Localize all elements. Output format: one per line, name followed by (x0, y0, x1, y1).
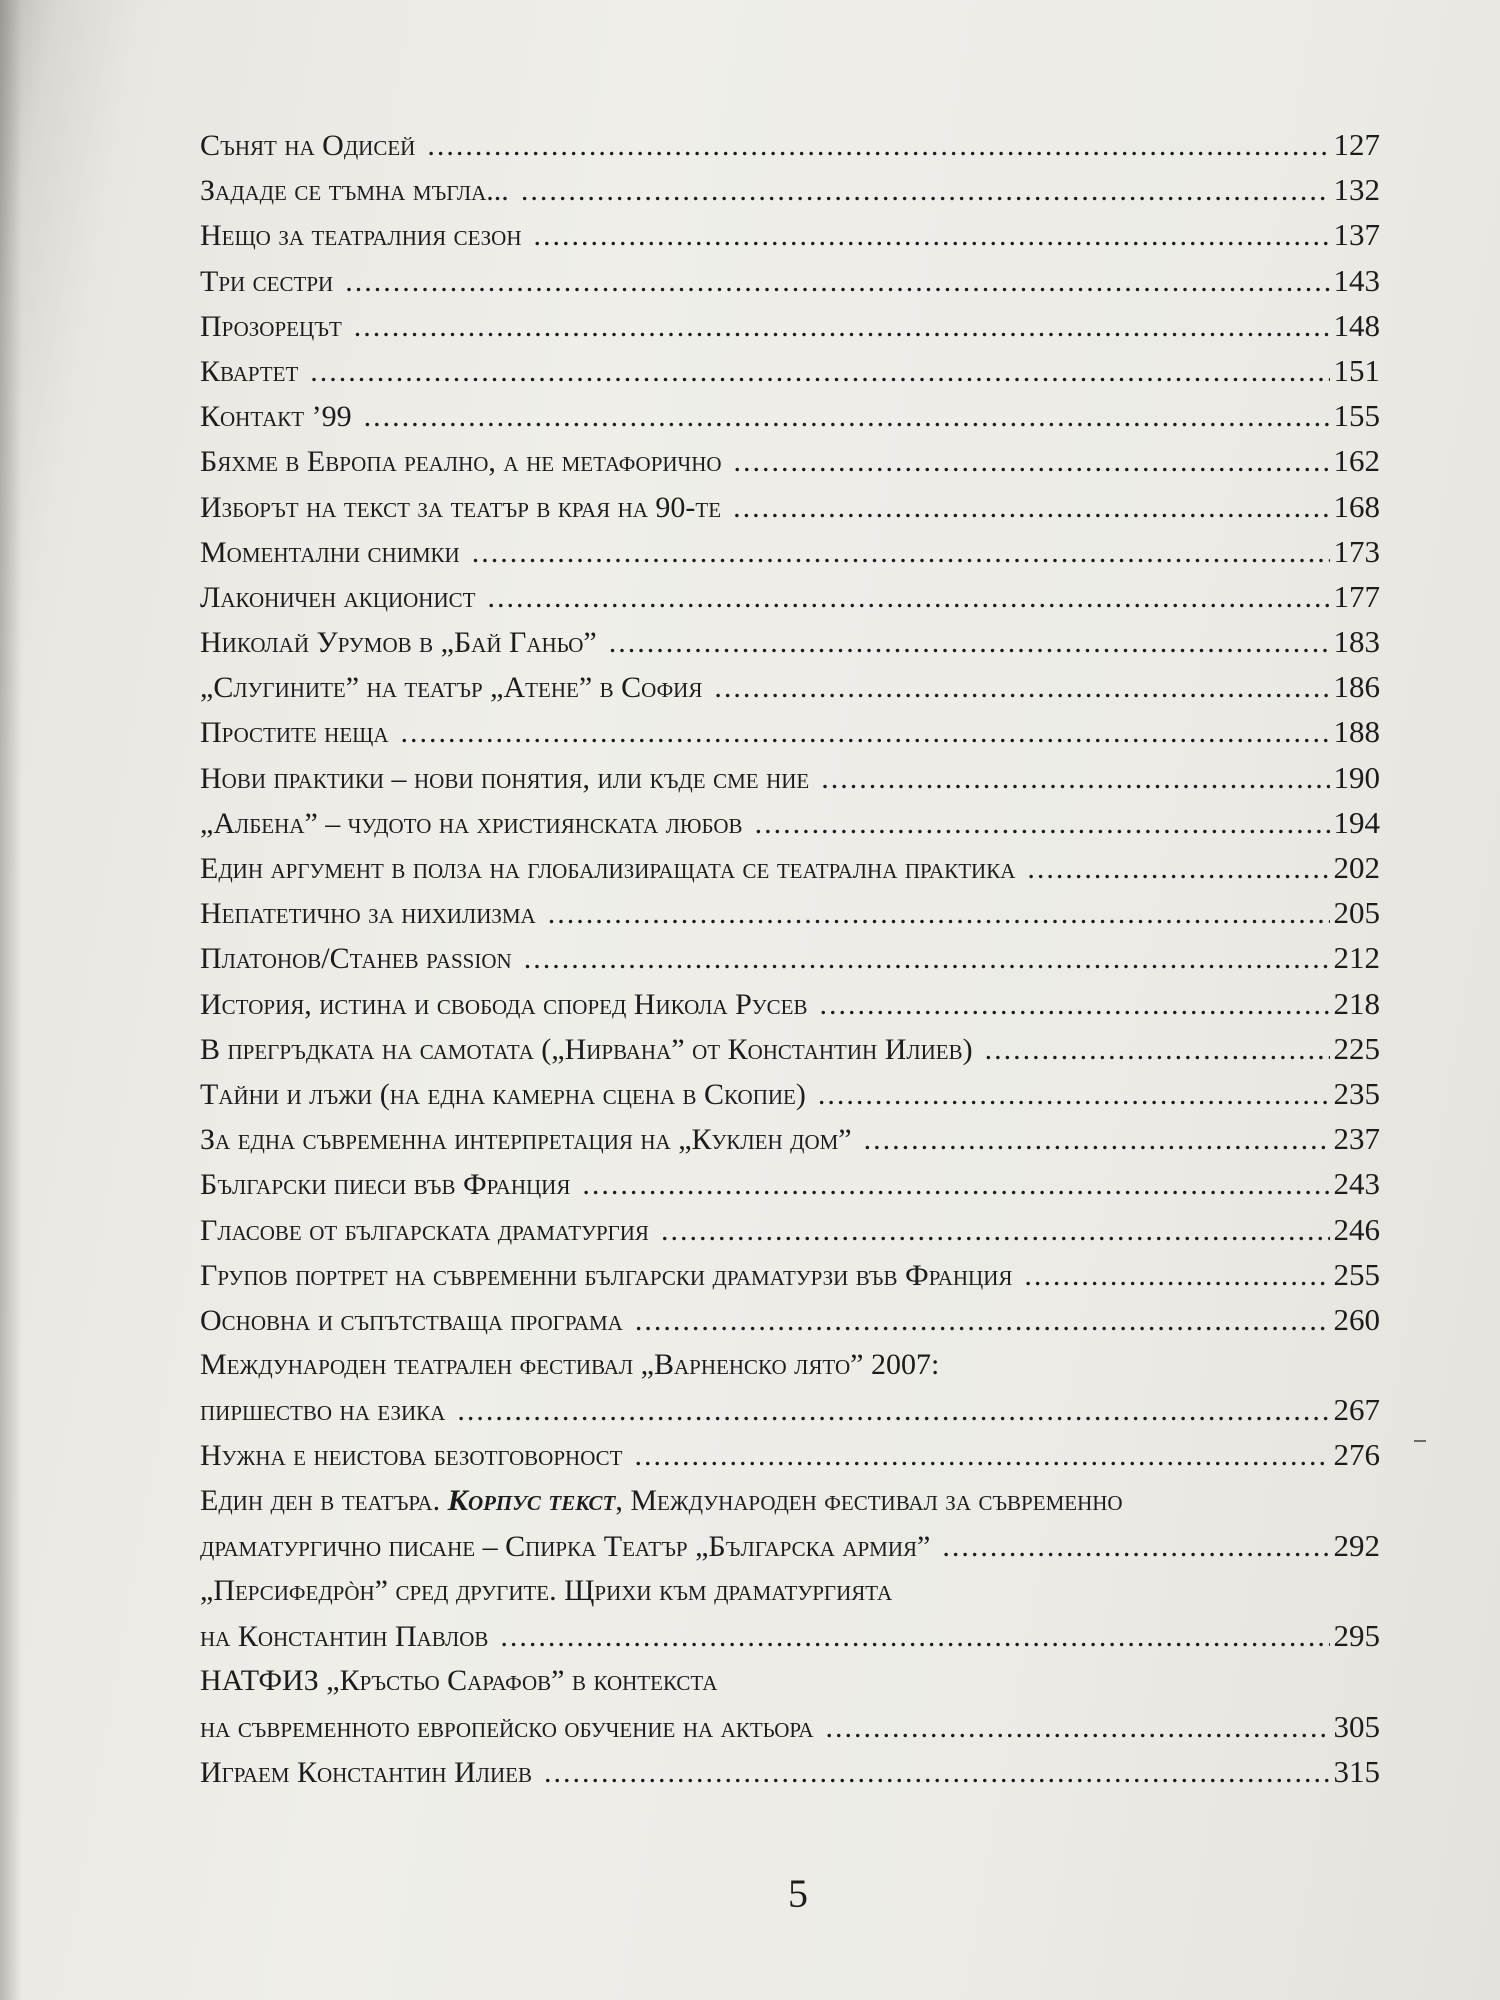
toc-entry-page: 127 (1333, 127, 1380, 162)
toc-entry-page: 143 (1333, 262, 1380, 298)
toc-dot-leader (534, 213, 1330, 258)
toc-entry-page: 305 (1333, 1708, 1380, 1744)
toc-dot-leader (755, 801, 1330, 846)
toc-entry-title: на съвременното европейско обучение на актьора (200, 1710, 814, 1744)
toc-entry-title-line1: , Международен фестивал за съвременно (615, 1483, 1123, 1517)
toc-row (200, 122, 1380, 167)
toc-dot-leader (544, 1750, 1330, 1795)
toc-dot-leader (942, 1524, 1329, 1569)
toc-entry-title: Основна и съпътстваща програма (200, 1303, 623, 1337)
toc-row (200, 800, 1380, 845)
toc-entry-title-line1: Международен театрален фестивал „Варненско лято” 2007: (200, 1348, 940, 1382)
toc-entry-page: 205 (1333, 895, 1380, 931)
toc-row-first-line (200, 1658, 1380, 1703)
toc-entry (200, 393, 1380, 438)
toc-entry (200, 890, 1380, 935)
toc-entry-page: 202 (1333, 850, 1380, 885)
toc-dot-leader (821, 756, 1329, 801)
toc-entry-title: Тайни и лъжи (на една камерна сцена в Скопие) (200, 1077, 806, 1111)
toc-entry (200, 1161, 1380, 1206)
toc-dot-leader (548, 891, 1330, 936)
toc-row (200, 1207, 1380, 1252)
toc-entry (200, 619, 1380, 664)
toc-entry (200, 1252, 1380, 1297)
toc-entry-page: 315 (1333, 1753, 1380, 1789)
toc-dot-leader (714, 665, 1329, 710)
toc-row (200, 1432, 1380, 1477)
toc-dot-leader (487, 575, 1329, 620)
toc-entry-title: Изборът на текст за театър в края на 90-те (200, 490, 722, 524)
toc-entry-title: Платонов/Станев passion (200, 942, 512, 976)
toc-entry (200, 258, 1380, 303)
toc-entry (200, 574, 1380, 619)
toc-dot-leader (500, 1614, 1329, 1659)
table-of-contents (200, 122, 1380, 1794)
toc-dot-leader (864, 1117, 1330, 1162)
page-number: 5 (788, 1871, 808, 1916)
toc-dot-leader (427, 123, 1329, 168)
toc-row (200, 348, 1380, 393)
toc-entry-page: 225 (1333, 1030, 1380, 1066)
toc-row-first-line (200, 1568, 1380, 1613)
toc-entry (200, 1478, 1380, 1568)
margin-mark (1414, 1440, 1426, 1442)
toc-entry-title: Български пиеси във Франция (200, 1168, 571, 1202)
toc-entry-title: пиршество на езика (200, 1394, 446, 1428)
toc-entry (200, 484, 1380, 529)
toc-dot-leader (661, 1208, 1330, 1253)
toc-entry-title: Простите неща (200, 716, 389, 750)
toc-entry-page: 237 (1333, 1121, 1380, 1157)
toc-row (200, 981, 1380, 1026)
toc-entry-title: Нещо за театралния сезон (200, 219, 522, 253)
toc-entry (200, 1749, 1380, 1794)
toc-entry-title: Зададе се тъмна мъгла... (200, 174, 509, 208)
toc-entry-title: История, истина и свобода според Никола Русев (200, 987, 808, 1021)
toc-entry-title: Квартет (200, 354, 299, 388)
page-gutter-shadow (0, 0, 22, 2000)
toc-row (200, 1026, 1380, 1071)
toc-dot-leader (457, 1388, 1329, 1433)
toc-entry-page: 188 (1333, 714, 1380, 750)
toc-entry (200, 800, 1380, 845)
toc-row (200, 303, 1380, 348)
toc-entry-page: 260 (1333, 1301, 1380, 1337)
toc-row (200, 212, 1380, 257)
toc-entry-title-line1: НАТФИЗ „Кръстьо Сарафов” в контекста (200, 1664, 718, 1698)
toc-dot-leader (734, 439, 1330, 484)
toc-row (200, 438, 1380, 483)
toc-entry (200, 1297, 1380, 1342)
toc-row (200, 167, 1380, 212)
toc-dot-leader (524, 936, 1330, 981)
toc-entry-page: 137 (1333, 217, 1380, 253)
toc-dot-leader (310, 349, 1329, 394)
toc-entry-title-line1: Един ден в театъра. (200, 1483, 448, 1517)
toc-row (200, 890, 1380, 935)
toc-row (200, 619, 1380, 664)
toc-entry-title: „Слугините” на театър „Атене” в София (200, 671, 703, 705)
toc-entry-title: Един аргумент в полза на глобализиращата се театрална практика (200, 852, 1016, 885)
toc-entry-italic-title: Корпус текст (447, 1483, 616, 1517)
toc-entry (200, 1432, 1380, 1477)
toc-dot-leader (634, 1433, 1329, 1478)
toc-dot-leader (345, 259, 1329, 304)
toc-entry-page: 183 (1333, 624, 1380, 660)
toc-entry-title: Непатетично за нихилизма (200, 897, 536, 931)
toc-entry (200, 935, 1380, 980)
toc-entry-title: Групов портрет на съвременни български драматурзи във Франция (200, 1258, 1013, 1292)
toc-entry-page: 190 (1333, 759, 1380, 795)
toc-entry-page: 218 (1333, 985, 1380, 1021)
toc-dot-leader (401, 710, 1330, 755)
toc-entry-page: 292 (1333, 1527, 1380, 1563)
toc-dot-leader (826, 1705, 1330, 1750)
toc-entry (200, 709, 1380, 754)
toc-row-first-line (200, 1342, 1380, 1387)
toc-dot-leader (582, 1162, 1329, 1207)
toc-entry-title: драматургично писане – Спирка Театър „Българска армия” (200, 1529, 931, 1563)
toc-entry-title: Лаконичен акционист (200, 580, 476, 614)
toc-dot-leader (354, 304, 1330, 349)
toc-entry-title: Контакт ’99 (200, 400, 352, 434)
toc-entry-title: Моментални снимки (200, 535, 460, 569)
toc-entry-page: 276 (1333, 1437, 1380, 1473)
toc-dot-leader (733, 485, 1329, 530)
toc-row (200, 529, 1380, 574)
toc-entry-page: 255 (1333, 1256, 1380, 1292)
toc-dot-leader (985, 1027, 1330, 1072)
toc-entry-title-line1: „Персифедрòн” сред другите. Щрихи към драматургията (200, 1574, 893, 1608)
toc-dot-leader (364, 394, 1330, 439)
toc-row (200, 1704, 1380, 1749)
toc-row (200, 484, 1380, 529)
toc-entry-page: 243 (1333, 1166, 1380, 1202)
toc-row (200, 1252, 1380, 1297)
toc-row (200, 1071, 1380, 1116)
toc-entry (200, 438, 1380, 483)
toc-entry-page: 212 (1333, 940, 1380, 976)
toc-entry-title: Гласове от българската драматургия (200, 1213, 649, 1247)
toc-row (200, 1297, 1380, 1342)
toc-entry-page: 162 (1333, 443, 1380, 479)
toc-entry-title: Три сестри (200, 264, 334, 298)
toc-entry (200, 348, 1380, 393)
toc-entry-page: 168 (1333, 488, 1380, 524)
toc-entry (200, 1342, 1380, 1432)
toc-row (200, 664, 1380, 709)
toc-dot-leader (1027, 846, 1329, 891)
toc-entry (200, 529, 1380, 574)
toc-entry-page: 246 (1333, 1211, 1380, 1247)
toc-entry-page: 148 (1333, 307, 1380, 343)
toc-entry (200, 845, 1380, 890)
toc-entry-page: 173 (1333, 533, 1380, 569)
toc-row (200, 1387, 1380, 1432)
toc-dot-leader (820, 982, 1330, 1027)
toc-row (200, 1523, 1380, 1568)
toc-row (200, 935, 1380, 980)
toc-entry (200, 122, 1380, 167)
toc-entry-page: 155 (1333, 398, 1380, 434)
toc-entry-title: Нужна е неистова безотговорност (200, 1439, 623, 1473)
toc-entry-title: За една съвременна интерпретация на „Куклен дом” (200, 1123, 852, 1157)
toc-dot-leader (635, 1298, 1330, 1343)
toc-entry (200, 1207, 1380, 1252)
toc-row (200, 1116, 1380, 1161)
toc-entry-page: 194 (1333, 804, 1380, 840)
toc-entry-page: 267 (1333, 1392, 1380, 1428)
toc-row (200, 393, 1380, 438)
toc-entry-page: 186 (1333, 669, 1380, 705)
toc-entry (200, 1116, 1380, 1161)
toc-entry-title: на Константин Павлов (200, 1620, 489, 1654)
toc-dot-leader (521, 168, 1330, 213)
toc-dot-leader (818, 1072, 1330, 1117)
toc-entry-page: 151 (1333, 352, 1380, 388)
toc-entry (200, 1568, 1380, 1658)
toc-row (200, 755, 1380, 800)
toc-row-first-line (200, 1478, 1380, 1523)
toc-entry-title: Нови практики – нови понятия, или къде сме ние (200, 761, 810, 795)
toc-entry-page: 132 (1333, 172, 1380, 208)
toc-entry (200, 1026, 1380, 1071)
toc-row (200, 709, 1380, 754)
toc-row (200, 1613, 1380, 1658)
toc-dot-leader (472, 530, 1330, 575)
toc-entry (200, 167, 1380, 212)
toc-dot-leader (609, 620, 1330, 665)
toc-row (200, 1749, 1380, 1794)
toc-entry (200, 981, 1380, 1026)
toc-entry (200, 1658, 1380, 1748)
toc-dot-leader (1024, 1253, 1329, 1298)
toc-entry-title: В прегръдката на самотата („Нирвана” от Константин Илиев) (200, 1032, 973, 1066)
toc-row (200, 845, 1380, 890)
toc-entry-title: Играем Константин Илиев (200, 1755, 532, 1789)
toc-entry-title: Николай Урумов в „Бай Ганьо” (200, 626, 597, 660)
toc-entry-page: 177 (1333, 578, 1380, 614)
toc-entry (200, 755, 1380, 800)
toc-entry-page: 295 (1333, 1618, 1380, 1654)
toc-entry (200, 1071, 1380, 1116)
toc-entry-title: Бяхме в Европа реално, а не метафорично (200, 445, 722, 479)
toc-row (200, 574, 1380, 619)
toc-entry (200, 303, 1380, 348)
toc-entry-title: Сънят на Одисей (200, 129, 416, 162)
toc-row (200, 258, 1380, 303)
toc-row (200, 1161, 1380, 1206)
toc-entry-title: „Албена” – чудото на християнската любов (200, 806, 743, 840)
toc-entry (200, 664, 1380, 709)
toc-entry (200, 212, 1380, 257)
toc-entry-title: Прозорецът (200, 309, 342, 343)
toc-entry-page: 235 (1333, 1075, 1380, 1111)
